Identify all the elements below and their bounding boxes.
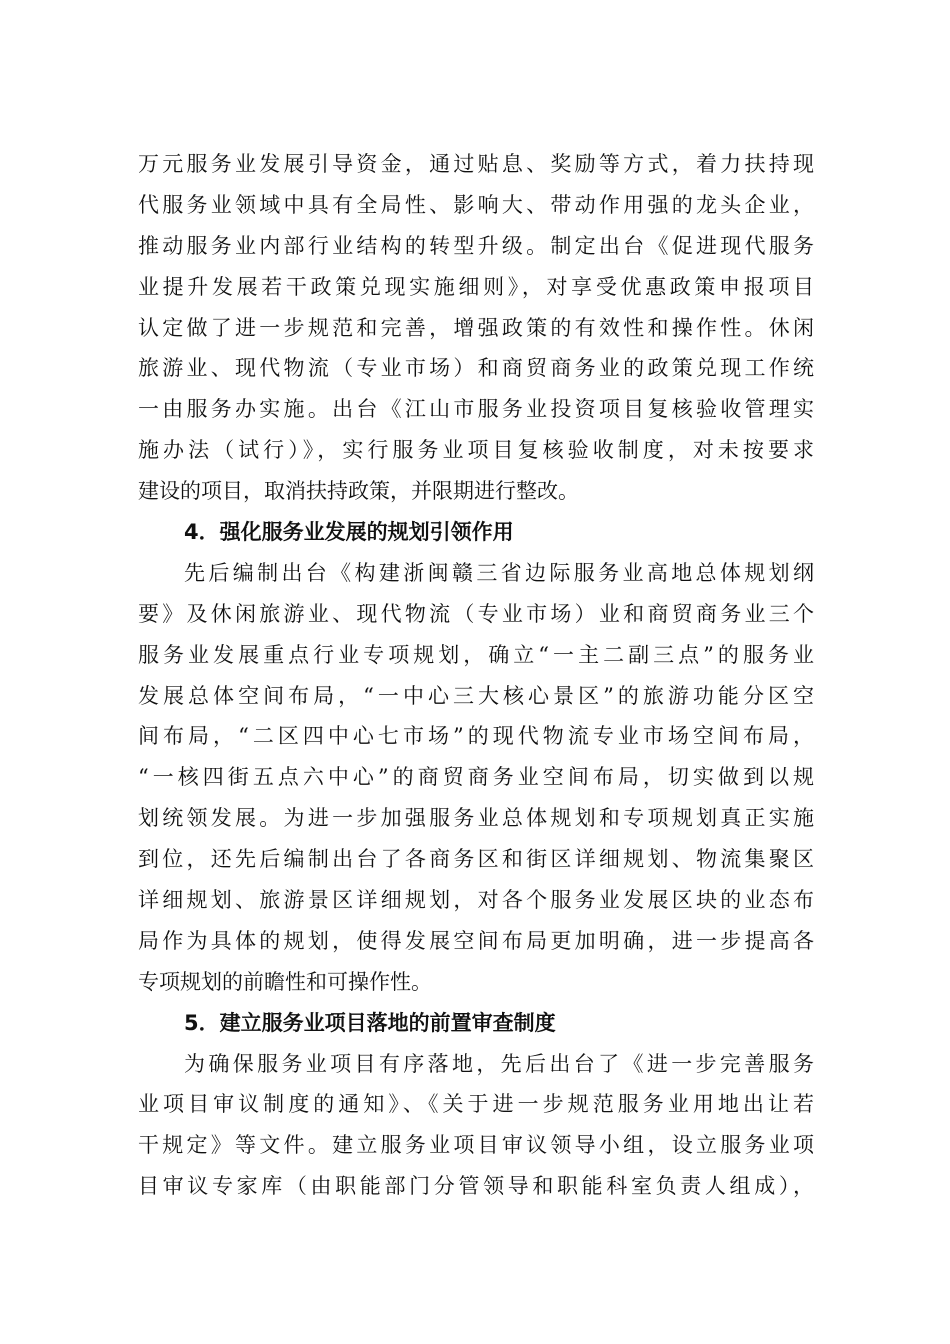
paragraph-line: 先后编制出台《构建浙闽赣三省边际服务业高地总体规划纲 xyxy=(184,560,814,585)
paragraph-line: 详细规划、旅游景区详细规划，对各个服务业发展区块的业态布 xyxy=(138,888,814,913)
paragraph-line: 旅游业、现代物流（专业市场）和商贸商务业的政策兑现工作统 xyxy=(138,356,814,381)
paragraph-line: 认定做了进一步规范和完善，增强政策的有效性和操作性。休闲 xyxy=(138,315,814,340)
paragraph-line: 服务业发展重点行业专项规划，确立“一主二副三点”的服务业 xyxy=(138,642,814,667)
paragraph-line: 业提升发展若干政策兑现实施细则》，对享受优惠政策申报项目 xyxy=(138,274,814,299)
section-heading-4: 4．强化服务业发展的规划引领作用 xyxy=(184,520,514,545)
paragraph-line: 到位，还先后编制出台了各商务区和街区详细规划、物流集聚区 xyxy=(138,847,814,872)
paragraph-line: 专项规划的前瞻性和可操作性。 xyxy=(138,969,432,994)
paragraph-line: 施办法（试行）》，实行服务业项目复核验收制度，对未按要求 xyxy=(138,438,814,463)
paragraph-line: 干规定》等文件。建立服务业项目审议领导小组，设立服务业项 xyxy=(138,1133,814,1158)
paragraph-line: 发展总体空间布局，“一中心三大核心景区”的旅游功能分区空 xyxy=(138,683,814,708)
document-body xyxy=(138,144,814,1207)
paragraph-line: 要》及休闲旅游业、现代物流（专业市场）业和商贸商务业三个 xyxy=(138,601,814,626)
paragraph-line: 代服务业领域中具有全局性、影响大、带动作用强的龙头企业， xyxy=(138,192,814,217)
paragraph-line: 为确保服务业项目有序落地，先后出台了《进一步完善服务 xyxy=(184,1051,814,1076)
paragraph-line: 间布局，“二区四中心七市场”的现代物流专业市场空间布局， xyxy=(138,724,814,749)
paragraph-line: 推动服务业内部行业结构的转型升级。制定出台《促进现代服务 xyxy=(138,233,814,258)
paragraph-line: 局作为具体的规划，使得发展空间布局更加明确，进一步提高各 xyxy=(138,928,814,953)
paragraph-line: 万元服务业发展引导资金，通过贴息、奖励等方式，着力扶持现 xyxy=(138,152,814,176)
paragraph-line: 目审议专家库（由职能部门分管领导和职能科室负责人组成）， xyxy=(138,1174,814,1199)
paragraph-line: 建设的项目，取消扶持政策，并限期进行整改。 xyxy=(138,479,579,504)
paragraph-line: 业项目审议制度的通知》、《关于进一步规范服务业用地出让若 xyxy=(138,1092,814,1117)
paragraph-line: “一核四街五点六中心”的商贸商务业空间布局，切实做到以规 xyxy=(138,765,814,790)
section-heading-5: 5．建立服务业项目落地的前置审查制度 xyxy=(184,1010,556,1035)
paragraph-line: 划统领发展。为进一步加强服务业总体规划和专项规划真正实施 xyxy=(138,806,814,831)
paragraph-line: 一由服务办实施。出台《江山市服务业投资项目复核验收管理实 xyxy=(138,397,814,422)
